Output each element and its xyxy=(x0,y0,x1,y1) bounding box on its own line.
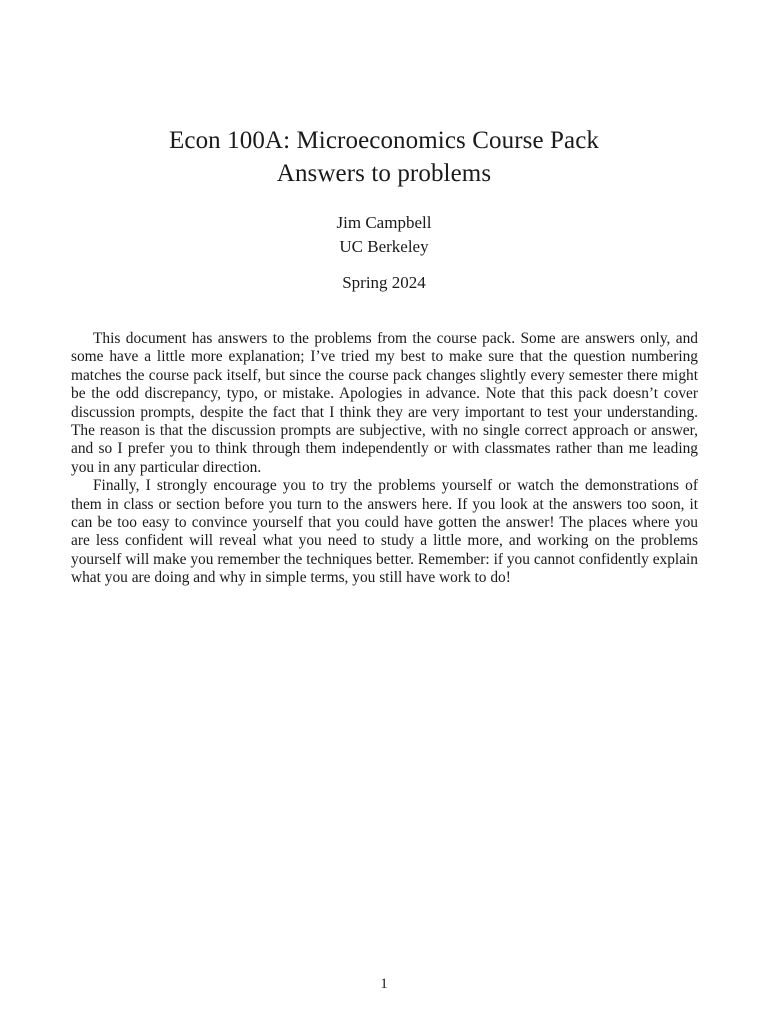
body-paragraph: This document has answers to the problems from the course pack. Some are answers only, and some have a little more explanation; I’ve tried my best to make sure that the question numbering matches the course pack itself, but since the course pack changes slightly every semester there might be the odd discrepancy, typo, or mistake. Apologies in advance. Note that this pack doesn’t cover discussion prompts, despite the fact that I think they are very important to test your understanding. The reason is that the discussion prompts are subjective, with no single correct approach or answer, and so I prefer you to think through them independently or with classmates rather than me leading you in any particular direction. xyxy=(71,330,698,476)
title-block xyxy=(0,124,768,190)
body-text xyxy=(71,330,698,588)
document-subtitle: Answers to problems xyxy=(276,160,492,187)
document-title: Econ 100A: Microeconomics Course Pack xyxy=(169,127,599,154)
author-block xyxy=(0,211,768,259)
body-paragraph: Finally, I strongly encourage you to try the problems yourself or watch the demonstrations of them in class or section before you turn to the answers here. If you look at the answers too soon, it can be too easy to convince yourself that you could have gotten the answer! The places where you are less confident will reveal what you need to study a little more, and working on the problems yourself will make you remember the techniques better. Remember: if you cannot confidently explain what you are doing and why in simple terms, you still have work to do! xyxy=(71,477,698,587)
author-name: Jim Campbell xyxy=(336,213,432,232)
page-number: 1 xyxy=(380,976,388,992)
document-date: Spring 2024 xyxy=(342,273,426,292)
author-affiliation: UC Berkeley xyxy=(339,237,429,256)
